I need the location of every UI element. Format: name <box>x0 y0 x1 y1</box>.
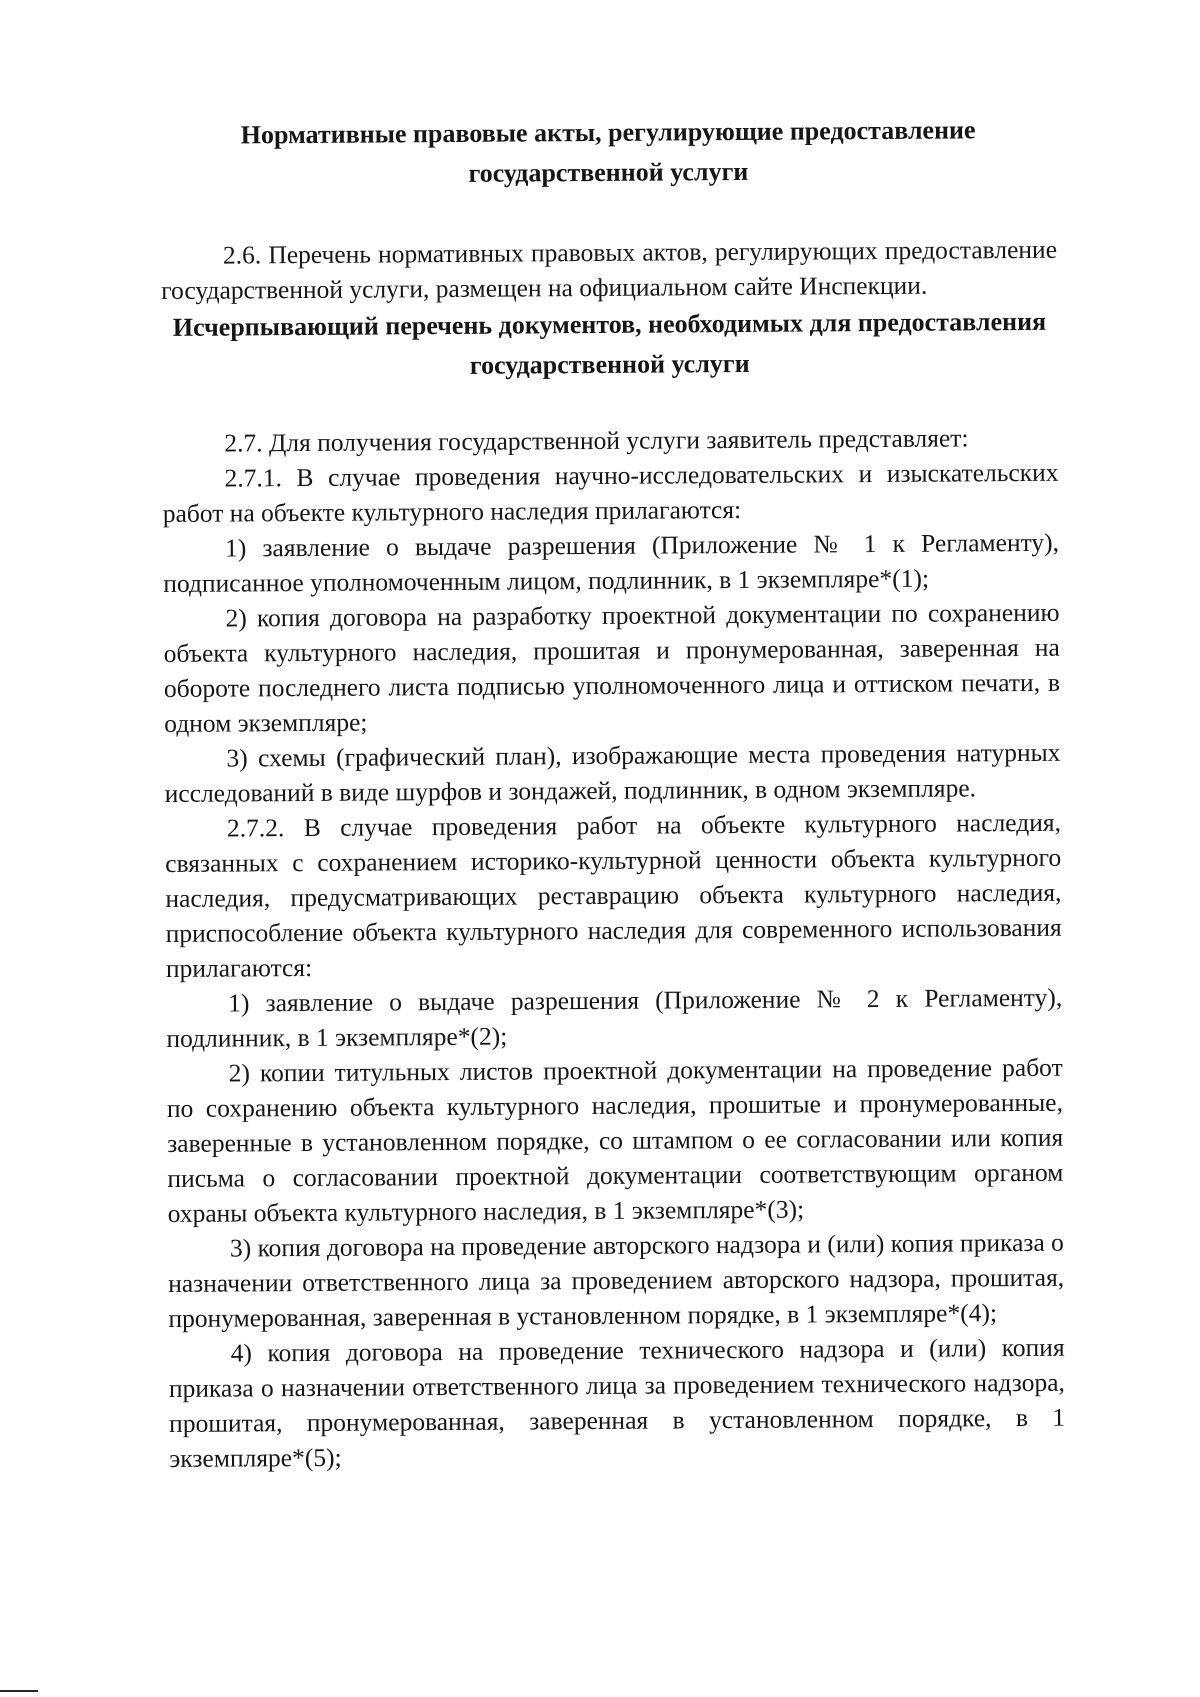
list-item: 1) заявление о выдаче разрешения (Приложение № 1 к Регламенту), подписанное уполномоченным лицом, подлинник, в 1 экземпляре*(1); <box>163 527 1060 598</box>
paragraph-2-6: 2.6. Перечень нормативных правовых актов, регулирующих предоставление государственной услуги, размещен на официальном сайте Инспекции. <box>161 234 1058 305</box>
spacer <box>161 190 1057 238</box>
heading-line: государственной услуги <box>469 348 750 380</box>
spacer <box>162 382 1058 426</box>
section-heading-legal-acts <box>160 110 1057 196</box>
paragraph-2-7-1: 2.7.1. В случае проведения научно-исследовательских и изыскательских работ на объекте культурного наследия прилагаются: <box>162 457 1059 528</box>
list-item: 1) заявление о выдаче разрешения (Приложение № 2 к Регламенту), подлинник, в 1 экземпляре*(2); <box>166 982 1063 1053</box>
list-item: 3) схемы (графический план), изображающие места проведения натурных исследований в виде шурфов и зондажей, подлинник, в одном экземпляре. <box>164 737 1061 808</box>
heading-line: Исчерпывающий перечень документов, необходимых для предоставления <box>172 306 1047 342</box>
page-edge-mark <box>0 1690 38 1692</box>
document-body <box>160 110 1065 1476</box>
section-heading-documents-list <box>161 302 1058 388</box>
list-item: 3) копия договора на проведение авторского надзора и (или) копия приказа о назначении ответственного лица за проведением авторского надзора, прошитая, пронумерованная, заверенная в установленном порядке, в 1 экземпляре*(4); <box>168 1227 1065 1333</box>
paragraph-2-7-2: 2.7.2. В случае проведения работ на объекте культурного наследия, связанных с сохранением историко-культурной ценности объекта культурного наследия, предусматривающих реставрацию объекта культурного наследия, приспособление объекта культурного наследия для современного использования прилагаются: <box>165 807 1062 983</box>
paragraph-2-7: 2.7. Для получения государственной услуги заявитель представляет: <box>224 423 969 458</box>
heading-line: государственной услуги <box>468 156 749 188</box>
list-item: 4) копия договора на проведение технического надзора и (или) копия приказа о назначении ответственного лица за проведением технического надзора, прошитая, пронумерованная, заверенная в установленном порядке, в 1 экземпляре*(5); <box>168 1332 1066 1473</box>
heading-line: Нормативные правовые акты, регулирующие предоставление <box>240 115 976 150</box>
list-item: 2) копии титульных листов проектной документации на проведение работ по сохранению объекта культурного наследия, прошитые и пронумерованные, заверенные в установленном порядке, со штампом о ее согласовании или копия письма о согласовании проектной документации соответствующим органом охраны объекта культурного наследия, в 1 экземпляре*(3); <box>166 1052 1064 1228</box>
list-item: 2) копия договора на разработку проектной документации по сохранению объекта культурного наследия, прошитая и пронумерованная, заверенная на обороте последнего листа подписью уполномоченного лица и оттиском печати, в одном экземпляре; <box>163 597 1061 738</box>
